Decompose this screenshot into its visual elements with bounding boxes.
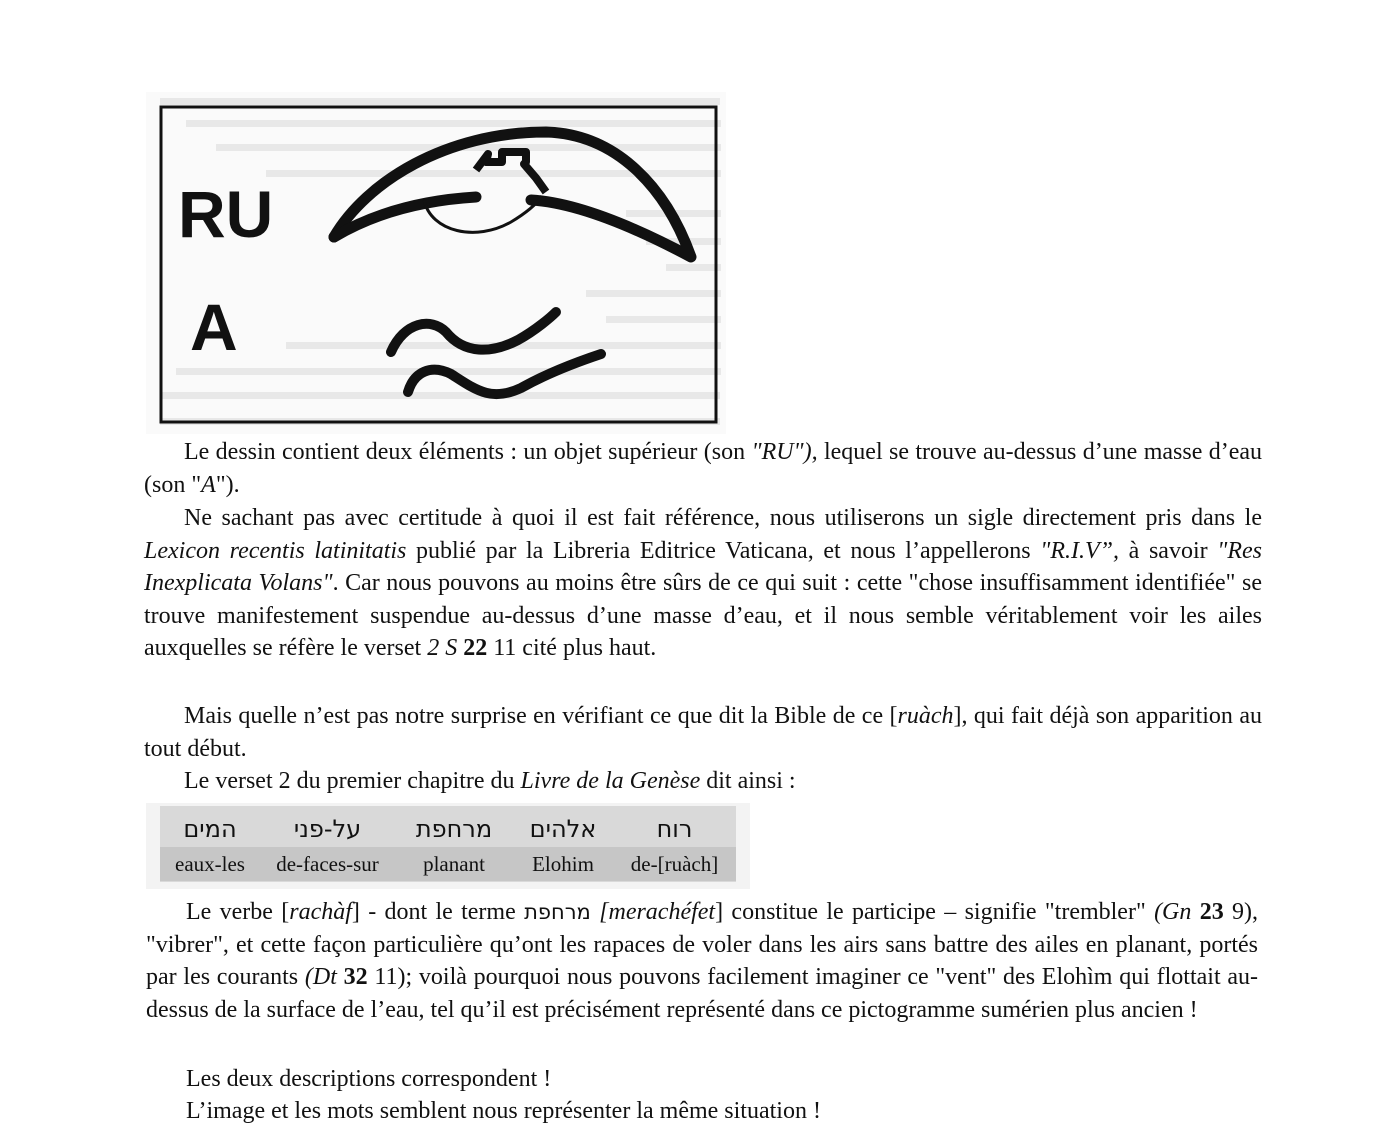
pictogram-figure	[146, 92, 726, 434]
gloss-word: eaux-les	[175, 851, 245, 876]
wave-lower	[408, 354, 601, 394]
gloss-word: de-[ruàch]	[630, 851, 719, 876]
paragraph-5: Le verbe [rachàf] - dont le terme מרחפת [merachéfet] constitue le participe – signifie "trembler" (Gn 23 9), "vibrer", et cette façon particulière qu’ont les rapaces de voler dans les airs sans battre des ailes en planant, portés par les courants (Dt 32 11); voilà pourquoi nous pouvons facilement imaginer ce "vent" des Elohìm qui flottait au-dessus de la surface de l’eau, tel qu’il est précisément représenté dans ce pictogramme sumérien plus ancien !	[146, 899, 1259, 1023]
paragraph-7: L’image et les mots semblent nous représenter la même situation !	[186, 1098, 821, 1124]
hebrew-word: מרחפת	[415, 815, 493, 843]
gloss-word: planant	[423, 851, 485, 876]
gloss-word: de-faces-sur	[276, 851, 379, 876]
paragraph-3: Mais quelle n’est pas notre surprise en vérifiant ce que dit la Bible de ce [ruàch], qui fait déjà son apparition au tout début.	[144, 703, 1262, 762]
hebrew-word: על-פני	[293, 815, 362, 843]
hebrew-inline-word: מרחפת	[524, 900, 591, 924]
wave-upper	[391, 312, 556, 352]
hebrew-word: המים	[183, 815, 237, 843]
paragraph-6: Les deux descriptions correspondent !	[186, 1066, 552, 1092]
paragraph-2: Ne sachant pas avec certitude à quoi il est fait référence, nous utiliserons un sigle directement pris dans le Lexicon recentis latinitatis publié par la Libreria Editrice Vaticana, et nous l’appellerons "R.I.V”, à savoir "Res Inexplicata Volans". Car nous pouvons au moins être sûrs de ce qui suit : cette "chose insuffisamment identifiée" se trouve manifestement suspendue au-dessus d’une masse d’eau, et il nous semble véritablement voir les ailes auxquelles se réfère le verset 2 S 22 11 cité plus haut.	[144, 505, 1262, 661]
hebrew-row	[160, 811, 736, 847]
label-ru: RU	[178, 177, 274, 251]
verse-table	[146, 803, 750, 889]
body-top	[476, 152, 546, 192]
paragraph-1: Le dessin contient deux éléments : un objet supérieur (son "RU"), lequel se trouve au-dessus d’une masse d’eau (son "A").	[144, 439, 1263, 498]
pictogram-drawing	[146, 92, 726, 434]
label-a: A	[190, 290, 238, 364]
paragraph-4: Le verset 2 du premier chapitre du Livre de la Genèse dit ainsi :	[184, 768, 796, 794]
gloss-word: Elohim	[532, 851, 594, 876]
hebrew-word: רוח	[656, 815, 693, 843]
hebrew-word: אלהים	[529, 815, 597, 843]
gloss-row	[160, 847, 736, 881]
